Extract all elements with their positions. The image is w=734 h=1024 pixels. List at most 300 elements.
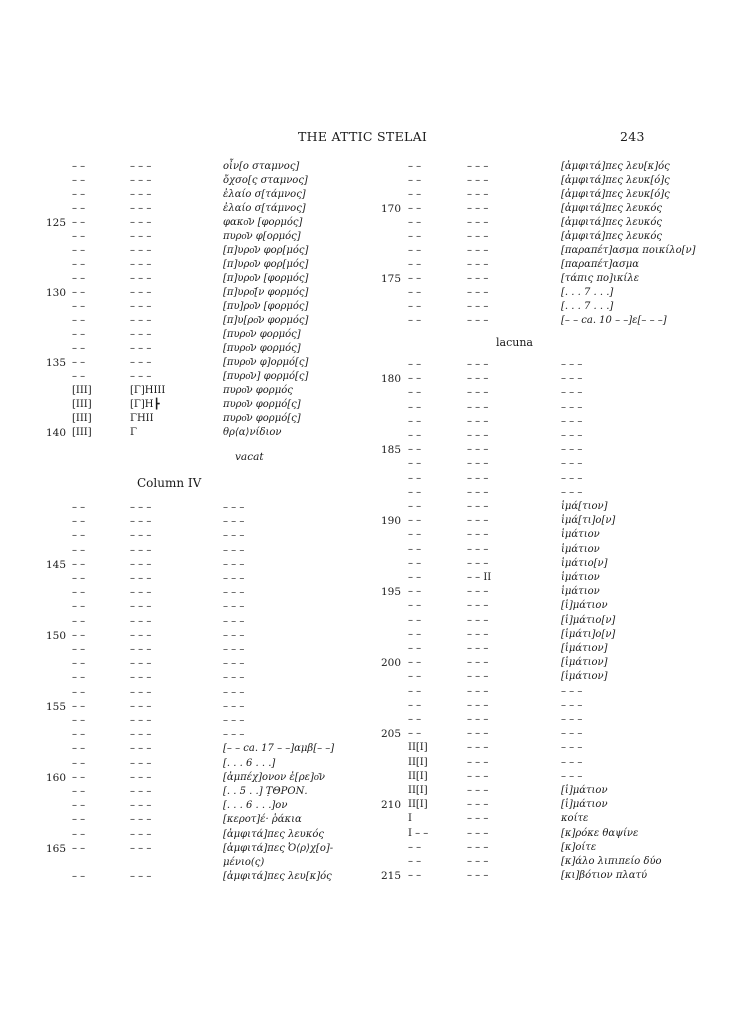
value-cell: – – – [130,729,152,741]
value-cell: – – – [467,600,489,612]
value-cell: – – – [467,827,489,839]
item-text: – – – [223,644,245,655]
item-text: ἱμάτιον [561,529,600,541]
value-cell: – – – [130,700,152,712]
value-cell: – – – [467,373,489,385]
value-cell: – – – [467,501,489,512]
value-cell: – – – [130,329,152,340]
count-cell: ΙΙ[Ι] [408,742,428,754]
value-cell: Γ [130,427,137,438]
count-cell: – – [408,217,422,228]
value-cell: – – – [130,814,152,826]
item-text: [κ]οίτε [561,841,597,853]
item-text: – – – [223,530,245,542]
count-cell: – – [72,715,86,726]
value-cell: – – – [130,245,152,256]
value-cell: – – – [467,245,489,256]
item-text: [πυρο͂ν φορμός] [223,329,301,340]
count-cell: – – [72,743,86,755]
item-text: ἐλαίο σ[τάμνος] [223,203,306,214]
count-cell: – – [408,472,422,484]
value-cell: – – – [467,359,489,370]
count-cell: – – [408,870,422,882]
lacuna-note: lacuna [496,336,533,349]
count-cell: – – [408,572,422,583]
count-cell: – – [408,175,422,186]
count-cell: – – [72,672,86,684]
count-cell: – – [72,189,86,200]
count-cell: – – [72,516,86,528]
item-text: – – – [561,770,583,782]
value-cell: – – – [130,502,152,513]
value-cell: – – – [467,515,489,527]
count-cell: – – [408,486,422,498]
value-cell: – – – [130,273,152,284]
item-text: [παραπέτ]ασμα ποικίλο[ν] [561,245,696,256]
item-text: – – – [223,715,245,726]
item-text: – – – [561,756,583,768]
count-cell: – – [72,343,86,354]
item-text: [ἀμφιτά]πες λευ[κ]ός [561,161,670,172]
item-text: – – – [223,615,245,627]
count-cell: – – [72,558,86,570]
value-cell: – – – [467,217,489,228]
value-cell: – – – [130,175,152,186]
count-cell: – – [72,871,86,883]
value-cell: – – – [467,870,489,882]
column-heading: Column IV [137,476,202,490]
value-cell: – – – [467,203,489,214]
value-cell: – – – [467,756,489,768]
value-cell: – – – [130,301,152,312]
count-cell: – – [72,700,86,712]
item-text: – – – [561,728,583,740]
value-cell: – – – [130,530,152,542]
value-cell: – – – [467,685,489,697]
count-cell: – – [408,714,422,725]
item-text: [– – ca. 10 – –]ε[– – –] [561,315,667,326]
item-text: [π]υ[ρο͂ν φορμός] [223,315,309,326]
count-cell: – – [408,699,422,711]
value-cell: – – – [130,516,152,528]
count-cell: – – [72,828,86,840]
item-text: ἱμά[τι]ο[ν] [561,515,616,527]
item-text: – – – [223,658,245,670]
item-text: [τάπις πο]ικίλε [561,273,640,284]
count-cell: [ΙΙΙ] [72,413,92,424]
value-cell: – – – [467,458,489,470]
count-cell: Ι – – [408,827,429,839]
count-cell: – – [72,573,86,584]
count-cell: – – [408,458,422,470]
line-number: 160 [45,771,66,784]
item-text: [παραπέτ]ασμα [561,259,640,270]
value-cell: – – – [130,672,152,684]
count-cell: [ΙΙΙ] [72,385,92,396]
value-cell: – – – [130,786,152,797]
item-text: [. . . 7 . . .] [561,301,614,312]
item-text: [κι]βότιον πλατύ [561,870,648,882]
value-cell: – – – [467,841,489,853]
value-cell: – – – [467,273,489,284]
value-cell: – – – [467,657,489,669]
line-number: 155 [45,700,66,713]
value-cell: – – – [130,544,152,556]
item-text: πυρο͂ν φ[ορμός] [223,231,301,242]
value-cell: – – – [467,189,489,200]
running-title: THE ATTIC STELAI [298,129,428,144]
item-text: [ἱμάτιον] [561,643,608,654]
value-cell: – – – [130,871,152,883]
item-text: [πυρο͂ν] φορμό[ς] [223,371,309,382]
line-number: 170 [380,203,401,215]
value-cell: – – – [130,842,152,854]
item-text: κοίτε [561,813,589,825]
page-number: 243 [620,129,645,144]
value-cell: – – – [467,543,489,555]
count-cell: – – [408,671,422,683]
count-cell: – – [408,231,422,242]
item-text: – – – [223,672,245,684]
count-cell: – – [72,259,86,270]
item-text: – – – [223,587,245,599]
item-text: ἱμάτιον [561,586,600,598]
count-cell: – – [408,643,422,654]
item-text: [– – ca. 17 – –]αμβ[– –] [223,743,335,755]
line-number: 185 [380,444,401,457]
value-cell: – – – [130,343,152,354]
value-cell: – – – [467,742,489,754]
item-text: – – – [561,458,583,470]
value-cell: – – – [467,770,489,782]
value-cell: – – – [130,231,152,242]
count-cell: – – [72,273,86,284]
value-cell: – – – [130,800,152,812]
count-cell: – – [72,245,86,256]
item-text: [ἱ]μάτιον [561,785,608,796]
item-text: – – – [561,486,583,498]
item-text: [ἱμάτι]ο[ν] [561,628,616,640]
value-cell: – – – [130,615,152,627]
count-cell: – – [72,161,86,172]
item-text: [κ]άλο λιπιπείο δύο [561,856,662,867]
line-number: 125 [45,217,66,229]
value-cell: – – – [130,658,152,670]
item-text: – – – [223,601,245,613]
item-text: [π]υρο͂[ν φορμός] [223,287,309,298]
value-cell: – – – [467,486,489,498]
line-number: 140 [45,427,66,439]
item-text: – – – [223,629,245,641]
count-cell: – – [408,628,422,640]
line-number: 205 [380,728,401,741]
value-cell: – – – [467,785,489,796]
item-text: – – – [223,558,245,570]
item-text: ἱμάτιον [561,543,600,555]
count-cell: – – [408,273,422,284]
line-number: 195 [380,586,401,599]
count-cell: – – [408,189,422,200]
item-text: [ἀμφιτά]πες λευκός [561,231,662,242]
count-cell: Ι [408,813,412,825]
count-cell: – – [72,757,86,769]
vacat-note: vacat [235,451,264,463]
count-cell: – – [408,161,422,172]
item-text: – – – [561,359,583,370]
value-cell: – – – [467,415,489,427]
value-cell: – – – [130,189,152,200]
item-text: [. . . 6 . . .]ον [223,800,288,812]
item-text: πυρο͂ν φορμό[ς] [223,399,301,410]
item-text: – – – [561,699,583,711]
value-cell: – – – [130,357,152,368]
count-cell: – – [408,600,422,612]
count-cell: – – [408,387,422,399]
item-text: [ἀμφιτά]πες λευ[κ]ός [223,871,332,883]
count-cell: – – [72,301,86,312]
count-cell: – – [408,685,422,697]
value-cell: – – – [467,856,489,867]
value-cell: – – – [467,287,489,298]
count-cell: – – [72,329,86,340]
value-cell: – – – [467,728,489,740]
value-cell: – – – [130,715,152,726]
count-cell: – – [408,245,422,256]
value-cell: – – – [130,371,152,382]
count-cell: – – [72,502,86,513]
count-cell: – – [72,287,86,298]
value-cell: – – – [130,203,152,214]
item-text: – – – [561,714,583,725]
count-cell: – – [408,841,422,853]
count-cell: – – [72,357,86,368]
item-text: [ἀμφιτά]πες λευκ[ό]ς [561,189,670,200]
line-number: 130 [45,287,66,299]
value-cell: – – – [130,601,152,613]
item-text: – – – [223,544,245,556]
item-text: ἐλαίο σ[τάμνος] [223,189,306,200]
value-cell: – – – [467,671,489,683]
line-number: 145 [45,558,66,571]
line-number: 180 [380,373,401,386]
item-text: [ἀμπέχ]ονον ἐ[ρε]ο͂ν [223,771,325,783]
item-text: – – – [561,415,583,427]
item-text: [κεροτ]έ· ῥάκια [223,814,302,826]
count-cell: – – [408,614,422,626]
count-cell: – – [72,644,86,655]
value-cell: – – – [467,231,489,242]
count-cell: – – [408,501,422,512]
value-cell: – – – [467,628,489,640]
count-cell: – – [72,217,86,228]
line-number: 165 [45,842,66,855]
count-cell: ΙΙ[Ι] [408,770,428,782]
value-cell: [Γ]ΗΙΙΙ [130,385,166,396]
item-text: – – – [223,686,245,698]
count-cell: – – [408,315,422,326]
value-cell: – – – [467,557,489,569]
item-text: – – – [561,430,583,441]
item-text: ἱμάτιο[ν] [561,557,608,569]
line-number: 215 [380,870,401,883]
value-cell: – – – [467,175,489,186]
value-cell: – – – [467,430,489,441]
value-cell: – – – [467,813,489,825]
item-text: – – – [561,387,583,399]
item-text: – – – [561,685,583,697]
line-number: 200 [380,657,401,670]
value-cell: – – – [467,444,489,456]
item-text: – – – [561,472,583,484]
item-text: [ἱ]μάτιον [561,600,608,612]
item-text: θρ⟨α⟩νίδιον [223,427,282,438]
item-text: [π]υρο͂ν [φορμός] [223,273,309,284]
item-text: ἱμάτιον [561,572,600,583]
item-text: – – – [223,502,245,513]
value-cell: ΓΗΙΙ [130,413,154,424]
count-cell: [ΙΙΙ] [72,427,92,438]
value-cell: [Γ]Η┣ [130,399,160,410]
value-cell: – – – [130,828,152,840]
item-text: [κ]ρόκε θαψίνε [561,827,639,839]
value-cell: – – – [130,743,152,755]
count-cell: – – [408,301,422,312]
count-cell: – – [72,658,86,670]
item-text: πυρο͂ν φορμός [223,385,293,396]
value-cell: – – – [467,315,489,326]
item-text: [ἀμφιτά]πες Ὀ⟨ρ⟩χ[ο]- [223,842,334,854]
count-cell: – – [408,543,422,555]
value-cell: – – – [467,586,489,598]
value-cell: – – – [467,614,489,626]
item-text: [ἀμφιτά]πες λευκ[ό]ς [561,175,670,186]
count-cell: – – [408,287,422,298]
item-text: – – – [561,742,583,754]
count-cell: – – [72,544,86,556]
count-cell: – – [408,259,422,270]
count-cell: – – [72,371,86,382]
item-text: [πυρο͂ν φορμός] [223,343,301,354]
value-cell: – – – [130,558,152,570]
item-text: [π]υρο͂ν φορ[μός] [223,245,309,256]
item-text: [ἱμάτιον] [561,657,608,669]
value-cell: – – – [467,301,489,312]
count-cell: – – [72,800,86,812]
value-cell: – – ΙΙ [467,572,492,583]
count-cell: – – [72,842,86,854]
count-cell: – – [408,359,422,370]
count-cell: ΙΙ[Ι] [408,756,428,768]
count-cell: – – [408,586,422,598]
count-cell: – – [408,515,422,527]
line-number: 210 [380,799,401,812]
count-cell: – – [72,203,86,214]
item-text: [. . . 7 . . .] [561,287,614,298]
value-cell: – – – [130,161,152,172]
item-text: [πυρο͂ν φ]ορμό[ς] [223,357,309,368]
value-cell: – – – [467,799,489,811]
value-cell: – – – [467,714,489,725]
item-text: – – – [223,573,245,584]
count-cell: – – [408,415,422,427]
item-text: [ἱ]μάτιον [561,799,608,811]
value-cell: – – – [130,315,152,326]
value-cell: – – – [467,472,489,484]
item-text: ὄχσο[ς σταμνος] [223,175,308,186]
count-cell: – – [408,529,422,541]
item-text: [ἀμφιτά]πες λευκός [223,828,324,840]
value-cell: – – – [467,529,489,541]
item-text: [ἀμφιτά]πες λευκός [561,217,662,228]
value-cell: – – – [467,699,489,711]
count-cell: – – [72,814,86,826]
count-cell: – – [72,315,86,326]
value-cell: – – – [130,771,152,783]
count-cell: – – [72,629,86,641]
count-cell: – – [408,444,422,456]
item-text: πυρο͂ν φορμό[ς] [223,413,301,424]
item-text: – – – [223,700,245,712]
count-cell: – – [72,175,86,186]
count-cell: – – [72,771,86,783]
line-number: 190 [380,515,401,528]
value-cell: – – – [130,644,152,655]
item-text: [ἱ]μάτιο[ν] [561,614,616,626]
value-cell: – – – [130,217,152,228]
count-cell: – – [408,373,422,385]
count-cell: – – [72,686,86,698]
line-number: 150 [45,629,66,642]
item-text: – – – [561,401,583,413]
count-cell: – – [408,401,422,413]
line-number: 135 [45,357,66,369]
value-cell: – – – [130,259,152,270]
count-cell: – – [408,203,422,214]
count-cell: – – [72,231,86,242]
value-cell: – – – [130,587,152,599]
count-cell: – – [72,530,86,542]
item-text: – – – [561,444,583,456]
line-number: 175 [380,273,401,285]
value-cell: – – – [130,629,152,641]
value-cell: – – – [130,686,152,698]
count-cell: – – [408,430,422,441]
item-text: φακο͂ν [φορμός] [223,217,303,228]
count-cell: – – [72,601,86,613]
item-text: [πυ]ρο͂ν [φορμός] [223,301,309,312]
value-cell: – – – [467,387,489,399]
count-cell: – – [408,657,422,669]
value-cell: – – – [467,401,489,413]
item-text: [ἀμφιτά]πες λευκός [561,203,662,214]
item-text: – – – [223,516,245,528]
count-cell: – – [408,728,422,740]
value-cell: – – – [130,287,152,298]
count-cell: – – [72,786,86,797]
item-text: – – – [561,373,583,385]
count-cell: ΙΙ[Ι] [408,785,428,796]
value-cell: – – – [130,757,152,769]
item-text: οἶν[ο σταμνος] [223,161,300,172]
count-cell: ΙΙ[Ι] [408,799,428,811]
value-cell: – – – [467,161,489,172]
count-cell: – – [408,557,422,569]
count-cell: [ΙΙΙ] [72,399,92,410]
item-text: [. . 5 . .] ṬΘΡΟΝ. [223,786,308,797]
value-cell: – – – [467,643,489,654]
count-cell: – – [72,615,86,627]
item-text: [π]υρο͂ν φορ[μός] [223,259,309,270]
